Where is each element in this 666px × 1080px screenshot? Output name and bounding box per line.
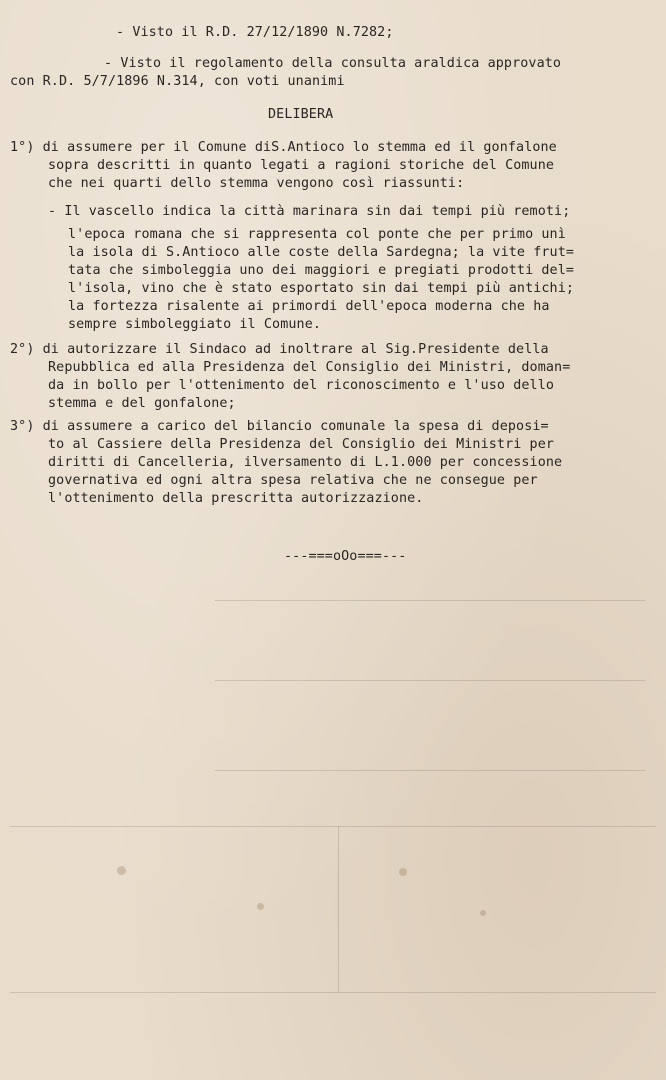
text-line: sopra descritti in quanto legati a ragioni storiche del Comune bbox=[48, 158, 555, 173]
text-line: diritti di Cancelleria, ilversamento di L.1.000 per concessione bbox=[48, 455, 563, 470]
text-line: 3°) di assumere a carico del bilancio comunale la spesa di deposi= bbox=[10, 419, 549, 434]
paper-stain bbox=[117, 866, 126, 875]
text-line: Repubblica ed alla Presidenza del Consiglio dei Ministri, doman= bbox=[48, 360, 571, 375]
text-line: - Visto il regolamento della consulta araldica approvato bbox=[104, 56, 562, 71]
text-line: che nei quarti dello stemma vengono così riassunti: bbox=[48, 176, 465, 191]
text-line: ---===oOo===--- bbox=[284, 549, 407, 564]
text-line: to al Cassiere della Presidenza del Consiglio dei Ministri per bbox=[48, 437, 555, 452]
text-line: - Il vascello indica la città marinara sin dai tempi più remoti; bbox=[48, 204, 571, 219]
paper-stain bbox=[257, 903, 264, 910]
text-line: l'ottenimento della prescritta autorizzazione. bbox=[48, 491, 424, 506]
paper-stain bbox=[480, 910, 486, 916]
text-line: sempre simboleggiato il Comune. bbox=[68, 317, 322, 332]
text-line: l'isola, vino che è stato esportato sin dai tempi più antichi; bbox=[68, 281, 575, 296]
text-line: la isola di S.Antioco alle coste della Sardegna; la vite frut= bbox=[68, 245, 575, 260]
text-line: 2°) di autorizzare il Sindaco ad inoltrare al Sig.Presidente della bbox=[10, 342, 549, 357]
text-line: stemma e del gonfalone; bbox=[48, 396, 236, 411]
text-line: tata che simboleggia uno dei maggiori e pregiati prodotti del= bbox=[68, 263, 575, 278]
text-line: con R.D. 5/7/1896 N.314, con voti unanimi bbox=[10, 74, 345, 89]
text-line: l'epoca romana che si rappresenta col ponte che per primo unì bbox=[68, 227, 566, 242]
text-line: DELIBERA bbox=[268, 107, 334, 122]
paper-stain bbox=[399, 868, 407, 876]
text-line: - Visto il R.D. 27/12/1890 N.7282; bbox=[116, 25, 394, 40]
text-line: la fortezza risalente ai primordi dell'epoca moderna che ha bbox=[68, 299, 550, 314]
text-line: 1°) di assumere per il Comune diS.Antioco lo stemma ed il gonfalone bbox=[10, 140, 557, 155]
text-line: governativa ed ogni altra spesa relativa che ne consegue per bbox=[48, 473, 538, 488]
text-line: da in bollo per l'ottenimento del riconoscimento e l'uso dello bbox=[48, 378, 555, 393]
